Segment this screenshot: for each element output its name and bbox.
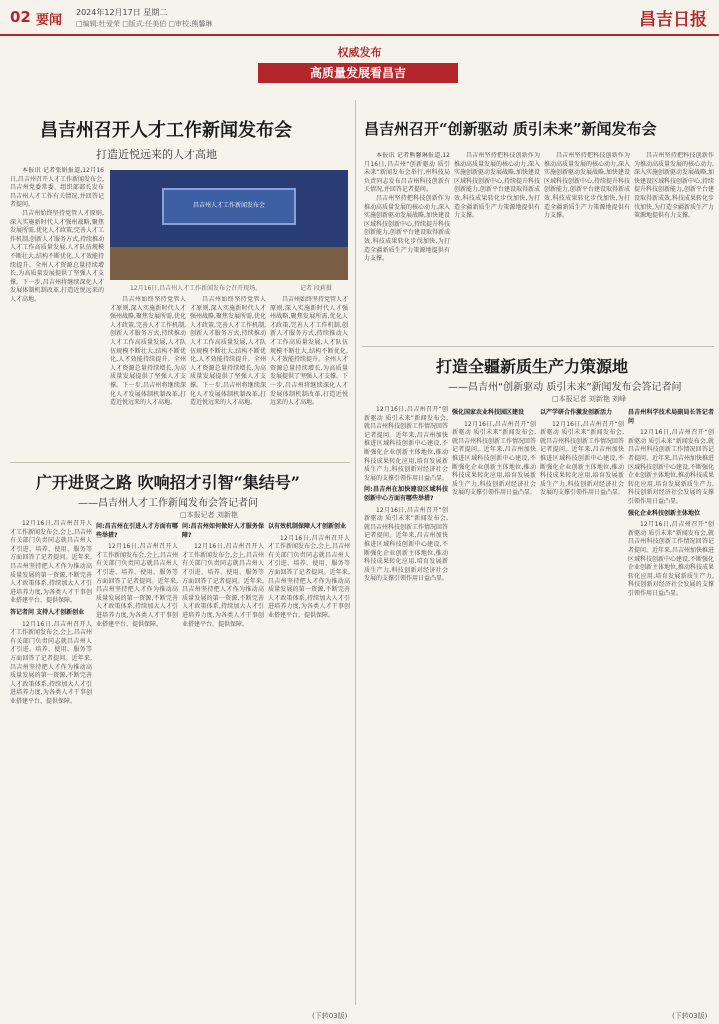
article2-section-head-3: 问:昌吉州如何做好人才服务保障? — [182, 523, 264, 539]
stage-screen — [162, 188, 295, 225]
article4-col4 — [628, 406, 714, 996]
article1-title: 昌吉州召开人才工作新闻发布会 — [40, 120, 292, 141]
article1-body-col1 — [10, 167, 104, 457]
article1-body-continued-3: 昌吉州始终坚持党管人才原则,深入实施新时代人才强州战略,聚焦发展所需,优化人才政策,完善人才工作机制,创新人才服务方式,持续推动人才工作高质量发展,人才队伍规模不断壮大,结构不断优化,人才效能持续提升。全州人才资源总量持续增长,为高质量发展提供了坚强人才支撑。下一步,昌吉州将继续深化人才发展体制机制改革,打造近悦远来的人才高地。 — [270, 296, 348, 407]
article4-continued: (下转03版) — [672, 1012, 708, 1020]
article2-body-c: 12月16日,昌吉州召开人才工作新闻发布会,会上,昌吉州有关部门负责同志就昌吉州人才引进、培养、使用、服务等方面回答了记者提问。近年来,昌吉州坚持把人才作为推动高质量发展的第一资源,不断完善人才政策体系,持续加大人才引进培养力度,为各类人才干事创业搭建平台、提供保障。 — [96, 543, 178, 628]
article4-title: 打造全疆新质生产力策源地 — [436, 357, 629, 376]
article3-body-c: 昌吉州坚持把科技创新作为推动高质量发展的核心动力,深入实施创新驱动发展战略,加快建设区域科技创新中心,持续提升科技创新能力,创新平台建设取得新成效,科技成果转化步伐加快,为打造全疆新质生产力策源地提供有力支撑。 — [544, 152, 630, 220]
article2-section-head-4: 以有效机制保障人才创新创业 — [268, 523, 347, 530]
article4-subtitle: ——昌吉州“创新驱动 质引未来”新闻发布会答记者问 — [448, 382, 682, 393]
article2-section-head-1: 答记者问 支持人才创新创业 — [10, 608, 85, 616]
article3-col1 — [364, 152, 450, 342]
article4-section-head-3: 以产学研合作激发创新活力 — [540, 409, 613, 416]
stage-screen-text: 昌吉州人才工作新闻发布会 — [192, 201, 265, 209]
article4-body-d: 12月16日,昌吉州召开“创新驱动 质引未来”新闻发布会,就昌吉州科技创新工作情况回答记者提问。近年来,昌吉州加快推进区域科技创新中心建设,不断强化企业创新主体地位,推动科技成果转化应用,培育发展新质生产力,科技创新对经济社会发展的支撑引领作用日益凸显。 — [540, 420, 624, 497]
article1-lead: 本报讯 记者张娟报道,12月16日,昌吉州召开人才工作新闻发布会,昌吉州党委常委、组织部部长发布昌吉州人才工作有关情况,并回答记者提问。 — [10, 167, 104, 209]
article3-body: 昌吉州坚持把科技创新作为推动高质量发展的核心动力,深入实施创新驱动发展战略,加快建设区域科技创新中心,持续提升科技创新能力,创新平台建设取得新成效,科技成果转化步伐加快,为打造全疆新质生产力策源地提供有力支撑。 — [364, 194, 450, 263]
article4-col1 — [364, 406, 448, 1004]
article1-body-col2 — [110, 296, 186, 456]
page-header — [0, 0, 719, 36]
article1-photo — [110, 170, 348, 280]
article2-title: 广开进贤之路 吹响招才引智“集结号” — [36, 473, 300, 492]
article3-col4 — [634, 152, 714, 342]
article2-body-b: 12月16日,昌吉州召开人才工作新闻发布会,会上,昌吉州有关部门负责同志就昌吉州人才引进、培养、使用、服务等方面回答了记者提问。近年来,昌吉州坚持把人才作为推动高质量发展的第一资源,不断完善人才政策体系,持续加大人才引进培养力度,为各类人才干事创业搭建平台、提供保障。 — [10, 620, 92, 705]
article2-body-e: 12月16日,昌吉州召开人才工作新闻发布会,会上,昌吉州有关部门负责同志就昌吉州人才引进、培养、使用、服务等方面回答了记者提问。近年来,昌吉州坚持把人才作为推动高质量发展的第一资源,不断完善人才政策体系,持续加大人才引进培养力度,为各类人才干事创业搭建平台、提供保障。 — [268, 534, 350, 619]
article2-byline: □本报记者 刘新艳 — [180, 511, 238, 519]
article2-continued: (下转03版) — [312, 1012, 348, 1020]
article4-section-head-4: 昌吉州科学技术局副局长答记者问 — [628, 409, 714, 425]
article1-body-col3 — [190, 296, 266, 456]
article4-section-head-5: 强化企业科技创新主体地位 — [628, 509, 701, 517]
article3-body-d: 昌吉州坚持把科技创新作为推动高质量发展的核心动力,深入实施创新驱动发展战略,加快建设区域科技创新中心,持续提升科技创新能力,创新平台建设取得新成效,科技成果转化步伐加快,为打造全疆新质生产力策源地提供有力支撑。 — [634, 152, 714, 220]
newspaper-logo: 昌吉日报 — [639, 10, 707, 30]
article2-body: 12月16日,昌吉州召开人才工作新闻发布会,会上,昌吉州有关部门负责同志就昌吉州人才引进、培养、使用、服务等方面回答了记者提问。近年来,昌吉州坚持把人才作为推动高质量发展的第一资源,不断完善人才政策体系,持续加大人才引进培养力度,为各类人才干事创业搭建平台、提供保障。 — [10, 520, 92, 605]
column-divider — [355, 100, 356, 1005]
article4-body-f: 12月16日,昌吉州召开“创新驱动 质引未来”新闻发布会,就昌吉州科技创新工作情况回答记者提问。近年来,昌吉州加快推进区域科技创新中心建设,不断强化企业创新主体地位,推动科技成果转化应用,培育发展新质生产力,科技创新对经济社会发展的支撑引领作用日益凸显。 — [628, 521, 714, 597]
article4-col3 — [540, 406, 624, 1004]
article3-col3 — [544, 152, 630, 342]
section-divider-right — [362, 346, 714, 347]
article3-body-b: 昌吉州坚持把科技创新作为推动高质量发展的核心动力,深入实施创新驱动发展战略,加快建设区域科技创新中心,持续提升科技创新能力,创新平台建设取得新成效,科技成果转化步伐加快,为打造全疆新质生产力策源地提供有力支撑。 — [454, 152, 540, 220]
article3-lead: 本报讯 记者熊馨琳报道,12月16日,昌吉州“创新驱动 质引未来”新闻发布会举行,州科技局负责同志发布昌吉州科技创新有关情况,并回答记者提问。 — [364, 152, 450, 194]
article2-col3 — [182, 520, 264, 1000]
article1-body-col4 — [270, 296, 348, 456]
article2-subtitle: ——昌吉州人才工作新闻发布会答记者问 — [78, 498, 258, 509]
article4-body-e: 12月16日,昌吉州召开“创新驱动 质引未来”新闻发布会,就昌吉州科技创新工作情况回答记者提问。近年来,昌吉州加快推进区域科技创新中心建设,不断强化企业创新主体地位,推动科技成果转化应用,培育发展新质生产力,科技创新对经济社会发展的支撑引领作用日益凸显。 — [628, 429, 714, 505]
editor-credits: □编辑:牡爱荣 □版式:任美伯 □审校:熊馨琳 — [76, 20, 213, 28]
article4-byline: □本报记者 刘新艳 刘峰 — [552, 395, 627, 403]
article1-photographer: 记者 段莉摄 — [300, 285, 332, 292]
article2-col4 — [268, 520, 350, 990]
section-divider-left — [10, 462, 350, 463]
section-name: 要闻 — [36, 13, 63, 28]
article2-section-head-2: 问:昌吉州在引进人才方面有哪些举措? — [96, 523, 178, 539]
stage-table — [110, 247, 348, 280]
article4-section-head-1: 问:昌吉州在加快建设区域科技创新中心方面有哪些举措? — [364, 486, 448, 502]
article1-subtitle: 打造近悦远来的人才高地 — [96, 148, 217, 161]
article2-col1 — [10, 520, 92, 1000]
theme-banner: 高质量发展看昌吉 — [258, 63, 458, 83]
article4-col2 — [452, 406, 536, 1004]
article4-section-head-2: 强化国家农业科技园区建设 — [452, 409, 525, 416]
issue-date: 2024年12月17日 星期二 — [76, 8, 168, 17]
article2-col2 — [96, 520, 178, 1000]
article4-body-c: 12月16日,昌吉州召开“创新驱动 质引未来”新闻发布会,就昌吉州科技创新工作情况回答记者提问。近年来,昌吉州加快推进区域科技创新中心建设,不断强化企业创新主体地位,推动科技成果转化应用,培育发展新质生产力,科技创新对经济社会发展的支撑引领作用日益凸显。 — [452, 420, 536, 497]
article4-body-b: 12月16日,昌吉州召开“创新驱动 质引未来”新闻发布会,就昌吉州科技创新工作情况回答记者提问。近年来,昌吉州加快推进区域科技创新中心建设,不断强化企业创新主体地位,推动科技成果转化应用,培育发展新质生产力,科技创新对经济社会发展的支撑引领作用日益凸显。 — [364, 506, 448, 583]
article1-body-continued-2: 昌吉州始终坚持党管人才原则,深入实施新时代人才强州战略,聚焦发展所需,优化人才政策,完善人才工作机制,创新人才服务方式,持续推动人才工作高质量发展,人才队伍规模不断壮大,结构不断优化,人才效能持续提升。全州人才资源总量持续增长,为高质量发展提供了坚强人才支撑。下一步,昌吉州将继续深化人才发展体制机制改革,打造近悦远来的人才高地。 — [190, 296, 266, 407]
article3-title: 昌吉州召开“创新驱动 质引未来”新闻发布会 — [364, 120, 657, 138]
kicker: 权威发布 — [337, 46, 382, 59]
article3-col2 — [454, 152, 540, 342]
article1-caption: 12月16日,昌吉州人才工作新闻发布会召开现场。 — [130, 285, 262, 292]
article1-body-continued: 昌吉州始终坚持党管人才原则,深入实施新时代人才强州战略,聚焦发展所需,优化人才政策,完善人才工作机制,创新人才服务方式,持续推动人才工作高质量发展,人才队伍规模不断壮大,结构不断优化,人才效能持续提升。全州人才资源总量持续增长,为高质量发展提供了坚强人才支撑。下一步,昌吉州将继续深化人才发展体制机制改革,打造近悦远来的人才高地。 — [110, 296, 186, 407]
article1-body: 昌吉州始终坚持党管人才原则,深入实施新时代人才强州战略,聚焦发展所需,优化人才政策,完善人才工作机制,创新人才服务方式,持续推动人才工作高质量发展,人才队伍规模不断壮大,结构不断优化,人才效能持续提升。全州人才资源总量持续增长,为高质量发展提供了坚强人才支撑。下一步,昌吉州将继续深化人才发展体制机制改革,打造近悦远来的人才高地。 — [10, 209, 104, 303]
article4-body: 12月16日,昌吉州召开“创新驱动 质引未来”新闻发布会,就昌吉州科技创新工作情况回答记者提问。近年来,昌吉州加快推进区域科技创新中心建设,不断强化企业创新主体地位,推动科技成果转化应用,培育发展新质生产力,科技创新对经济社会发展的支撑引领作用日益凸显。 — [364, 406, 448, 482]
article2-body-d: 12月16日,昌吉州召开人才工作新闻发布会,会上,昌吉州有关部门负责同志就昌吉州人才引进、培养、使用、服务等方面回答了记者提问。近年来,昌吉州坚持把人才作为推动高质量发展的第一资源,不断完善人才政策体系,持续加大人才引进培养力度,为各类人才干事创业搭建平台、提供保障。 — [182, 543, 264, 628]
page-number: 02 — [10, 8, 31, 26]
